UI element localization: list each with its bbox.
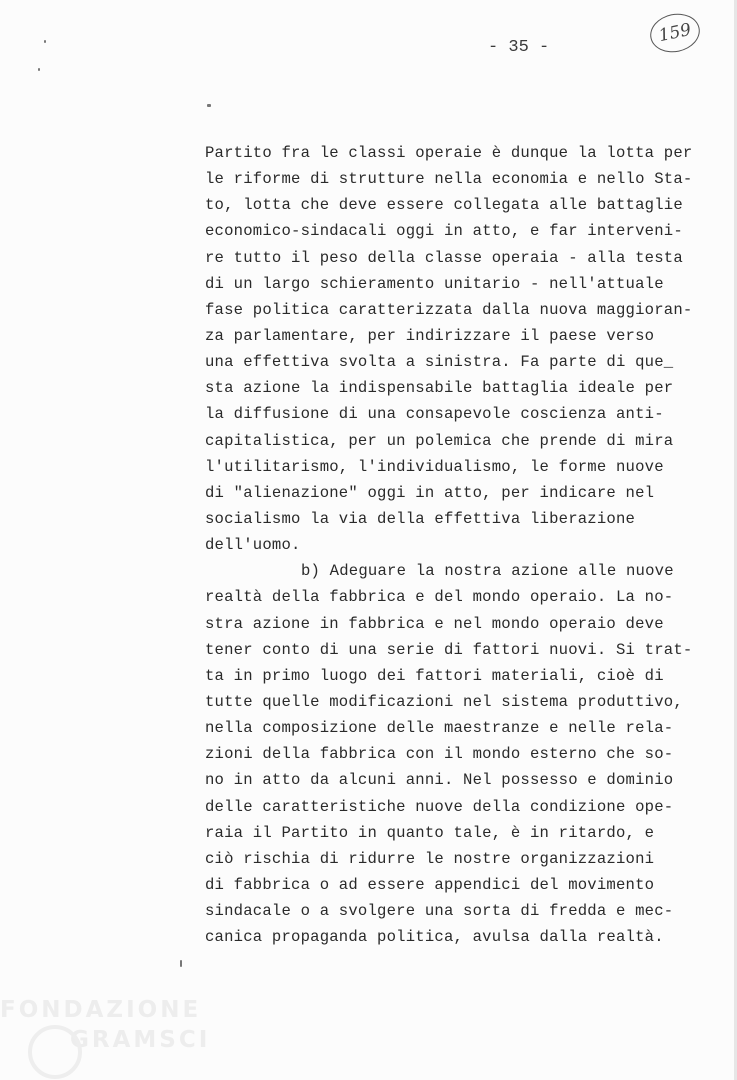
text-line: fase politica caratterizzata dalla nuova maggioran- (205, 300, 693, 319)
scan-speck (180, 960, 182, 967)
watermark-line-1: FONDAZIONE (0, 997, 202, 1023)
scan-speck (207, 104, 211, 107)
text-line: tutte quelle modificazioni nel sistema produttivo, (205, 692, 683, 711)
text-line: ciò rischia di ridurre le nostre organizzazioni (205, 849, 655, 868)
text-line: tener conto di una serie di fattori nuovi. Si trat- (205, 640, 693, 659)
section-heading-line: b) Adeguare la nostra azione alle nuove (301, 562, 674, 581)
text-line: le riforme di strutture nella economia e nello Sta- (205, 170, 693, 189)
watermark-emblem (28, 1025, 82, 1079)
text-line: zioni della fabbrica con il mondo esterno che so- (205, 745, 674, 764)
text-line: capitalistica, per un polemica che prende di mira (205, 431, 674, 450)
text-line: nella composizione delle maestranze e nelle rela- (205, 719, 674, 738)
text-line: sindacale o a svolgere una sorta di fredda e mec- (205, 902, 674, 921)
text-line: to, lotta che deve essere collegata alle battaglie (205, 196, 683, 215)
text-line: re tutto il peso della classe operaia - alla testa (205, 248, 683, 267)
text-line: realtà della fabbrica e del mondo operaio. La no- (205, 588, 674, 607)
text-line: la diffusione di una consapevole coscienza anti- (205, 405, 664, 424)
watermark-line-2: GRAMSCI (70, 1027, 211, 1053)
text-line: economico-sindacali oggi in atto, e far interveni- (205, 222, 683, 241)
text-line: di un largo schieramento unitario - nell'attuale (205, 274, 664, 293)
text-line: di "alienazione" oggi in atto, per indicare nel (205, 483, 655, 502)
page-number: - 35 - (488, 38, 550, 57)
text-line: una effettiva svolta a sinistra. Fa parte di que_ (205, 353, 674, 372)
text-line: sta azione la indispensabile battaglia ideale per (205, 379, 674, 398)
text-line: za parlamentare, per indirizzare il paese verso (205, 326, 655, 345)
text-line: no in atto da alcuni anni. Nel possesso e dominio (205, 771, 674, 790)
text-line: socialismo la via della effettiva liberazione (205, 509, 636, 528)
text-line: delle caratteristiche nuove della condizione ope- (205, 797, 674, 816)
text-line: stra azione in fabbrica e nel mondo operaio deve (205, 614, 664, 633)
text-line: ta in primo luogo dei fattori materiali, cioè di (205, 666, 664, 685)
archive-number-stamp: 159 (647, 9, 704, 57)
text-line: canica propaganda politica, avulsa dalla realtà. (205, 928, 664, 947)
scan-speck (38, 68, 40, 71)
scan-speck (44, 40, 46, 43)
text-line: dell'uomo. (205, 536, 301, 555)
text-line: l'utilitarismo, l'individualismo, le forme nuove (205, 457, 664, 476)
text-line: Partito fra le classi operaie è dunque la lotta per (205, 144, 693, 162)
typewritten-text (205, 140, 693, 950)
text-line: di fabbrica o ad essere appendici del movimento (205, 875, 655, 894)
text-line: raia il Partito in quanto tale, è in ritardo, e (205, 823, 655, 842)
